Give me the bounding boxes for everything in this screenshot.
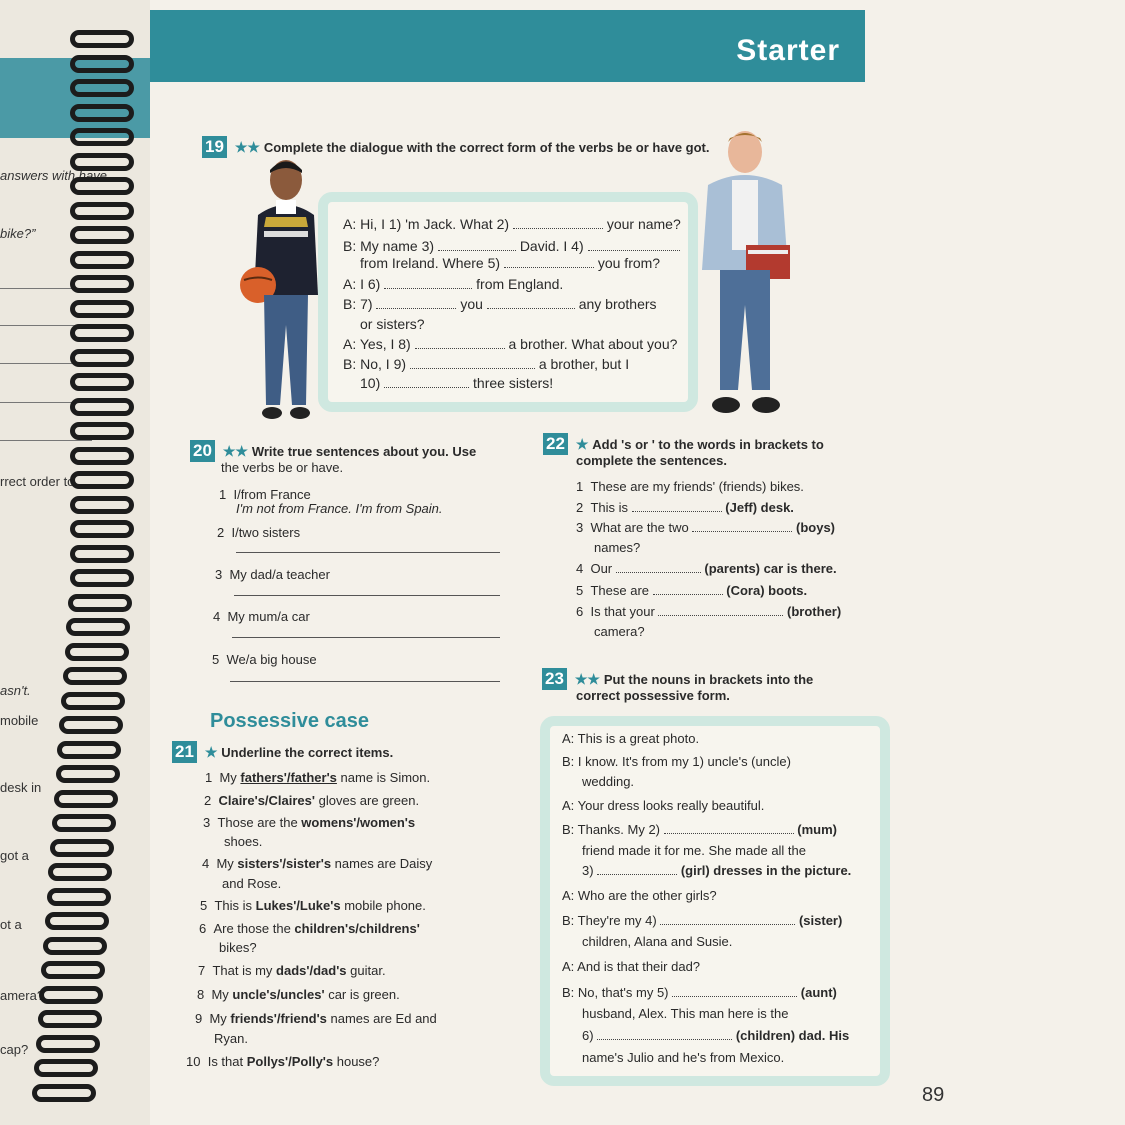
dialogue-line: A: And is that their dad?	[562, 959, 701, 974]
exercise-number: 19	[202, 136, 227, 158]
exercise-22-heading	[543, 433, 824, 455]
spiral-coil	[70, 324, 134, 342]
dialogue-line: 6) (children) dad. His	[582, 1028, 850, 1043]
spiral-coil	[70, 300, 134, 318]
spiral-coil	[70, 153, 134, 171]
prev-fragment: got a	[0, 848, 29, 863]
spiral-coil	[36, 1035, 100, 1053]
difficulty-stars: ★★	[574, 671, 600, 687]
spiral-coil	[56, 765, 120, 783]
spiral-coil	[70, 398, 134, 416]
exercise-instruction: complete the sentences.	[576, 453, 727, 468]
exercise-22-item: 6 Is that your (brother)	[576, 604, 842, 619]
exercise-20-heading	[190, 440, 476, 462]
exercise-22-item: 2 This is (Jeff) desk.	[576, 500, 794, 515]
spiral-coil	[59, 716, 123, 734]
spiral-coil	[70, 226, 134, 244]
exercise-instruction: Put the nouns in brackets into the	[603, 672, 814, 687]
dialogue-line: wedding.	[582, 774, 635, 789]
exercise-21-item: 9 My friends'/friend's names are Ed and	[195, 1011, 437, 1026]
spiral-coil	[63, 667, 127, 685]
spiral-coil	[70, 128, 134, 146]
dialogue-line: A: I 6) from England.	[343, 276, 564, 292]
exercise-21-item: 2 Claire's/Claires' gloves are green.	[204, 793, 420, 808]
spiral-coil	[32, 1084, 96, 1102]
prev-fragment: answers with have	[0, 168, 107, 183]
spiral-coil	[68, 594, 132, 612]
answer-choice[interactable]: Lukes'/Luke's	[255, 898, 341, 913]
exercise-22-item-cont: camera?	[594, 624, 645, 639]
exercise-21-item-cont: Ryan.	[214, 1031, 248, 1046]
prev-fragment: cap?	[0, 1042, 29, 1057]
dialogue-line: friend made it for me. She made all the	[582, 843, 807, 858]
spiral-coil	[52, 814, 116, 832]
spiral-coil	[70, 251, 134, 269]
prev-fragment: rrect order to	[0, 474, 75, 489]
dialogue-line: B: I know. It's from my 1) uncle's (uncle)	[562, 754, 791, 769]
answer-choice[interactable]: Pollys'/Polly's	[246, 1054, 334, 1069]
answer-choice[interactable]: fathers'/father's	[240, 770, 337, 785]
exercise-21-item: 8 My uncle's/uncles' car is green.	[197, 987, 400, 1002]
spiral-coil	[70, 496, 134, 514]
dialogue-line: B: Thanks. My 2) (mum)	[562, 822, 837, 837]
dialogue-line: name's Julio and he's from Mexico.	[582, 1050, 785, 1065]
spiral-coil	[65, 643, 129, 661]
spiral-coil	[34, 1059, 98, 1077]
exercise-22-item: 4 Our (parents) car is there.	[576, 561, 837, 576]
spiral-coil	[70, 55, 134, 73]
answer-choice[interactable]: sisters'/sister's	[237, 856, 332, 871]
exercise-20-item: 5 We/a big house	[212, 652, 317, 667]
spiral-binding	[70, 30, 140, 1125]
spiral-coil	[47, 888, 111, 906]
answer-line[interactable]	[232, 637, 500, 638]
dialogue-line: B: My name 3) David. I 4)	[343, 238, 680, 254]
answer-choice[interactable]: dads'/dad's	[276, 963, 347, 978]
dialogue-line: children, Alana and Susie.	[582, 934, 733, 949]
exercise-21-item-cont: bikes?	[219, 940, 257, 955]
answer-choice[interactable]: children's/childrens'	[294, 921, 420, 936]
spiral-coil	[70, 177, 134, 195]
exercise-22-item: 5 These are (Cora) boots.	[576, 583, 808, 598]
spiral-coil	[39, 986, 103, 1004]
dialogue-line: B: They're my 4) (sister)	[562, 913, 843, 928]
answer-choice[interactable]: friends'/friend's	[230, 1011, 327, 1026]
spiral-coil	[38, 1010, 102, 1028]
difficulty-stars: ★	[204, 744, 218, 760]
answer-line[interactable]	[236, 552, 500, 553]
dialogue-line: B: 7) you any brothers	[343, 296, 657, 312]
section-title: Possessive case	[210, 710, 370, 732]
exercise-20-item: 2 I/two sisters	[217, 525, 301, 540]
page-title: Starter	[736, 34, 840, 67]
exercise-number: 20	[190, 440, 215, 462]
exercise-21-heading	[172, 741, 393, 763]
exercise-number: 23	[542, 668, 567, 690]
answer-line[interactable]	[230, 681, 500, 682]
spiral-coil	[41, 961, 105, 979]
exercise-22-item: 3 What are the two (boys)	[576, 520, 835, 535]
spiral-coil	[70, 422, 134, 440]
exercise-instruction: Underline the correct items.	[221, 745, 394, 760]
answer-line[interactable]	[234, 595, 500, 596]
prev-fragment: mobile	[0, 713, 39, 728]
dialogue-line: B: No, that's my 5) (aunt)	[562, 985, 837, 1000]
spiral-coil	[70, 79, 134, 97]
spiral-coil	[70, 30, 134, 48]
exercise-21-item-cont: and Rose.	[222, 876, 282, 891]
spiral-coil	[48, 863, 112, 881]
exercise-21-item: 7 That is my dads'/dad's guitar.	[198, 963, 386, 978]
exercise-21-item: 4 My sisters'/sister's names are Daisy	[202, 856, 433, 871]
exercise-21-item: 3 Those are the womens'/women's	[203, 815, 416, 830]
spiral-coil	[61, 692, 125, 710]
spiral-coil	[70, 471, 134, 489]
prev-fragment: ot a	[0, 917, 22, 932]
dialogue-line: A: Hi, I 1) 'm Jack. What 2) your name?	[343, 216, 681, 232]
exercise-instruction: correct possessive form.	[576, 688, 730, 703]
spiral-coil	[70, 373, 134, 391]
spiral-coil	[70, 569, 134, 587]
answer-choice[interactable]: Claire's/Claires'	[218, 793, 315, 808]
dialogue-line: A: This is a great photo.	[562, 731, 700, 746]
exercise-20-item: 3 My dad/a teacher	[215, 567, 330, 582]
exercise-23-heading	[542, 668, 813, 690]
exercise-22-item: 1 These are my friends' (friends) bikes.	[576, 479, 804, 494]
dialogue-line: A: Yes, I 8) a brother. What about you?	[343, 336, 678, 352]
dialogue-line: A: Your dress looks really beautiful.	[562, 798, 765, 813]
exercise-instruction: Complete the dialogue with the correct form of the verbs be or have got.	[263, 140, 710, 155]
spiral-coil	[70, 275, 134, 293]
prev-fragment: bike?”	[0, 226, 36, 241]
prev-fragment: asn't.	[0, 683, 31, 698]
spiral-coil	[70, 349, 134, 367]
spiral-coil	[70, 104, 134, 122]
exercise-number: 21	[172, 741, 197, 763]
spiral-coil	[70, 545, 134, 563]
difficulty-stars: ★	[575, 436, 589, 452]
spiral-coil	[50, 839, 114, 857]
dialogue-line: 10) three sisters!	[360, 375, 554, 391]
exercise-instruction: the verbs be or have.	[221, 460, 344, 475]
boy-with-basketball-illustration	[236, 155, 326, 430]
exercise-21-item: 10 Is that Pollys'/Polly's house?	[186, 1054, 380, 1069]
difficulty-stars: ★★	[234, 139, 260, 155]
dialogue-line: from Ireland. Where 5) you from?	[360, 255, 661, 271]
boy-with-books-illustration	[690, 120, 800, 425]
spiral-coil	[70, 447, 134, 465]
exercise-22-item-cont: names?	[594, 540, 641, 555]
spiral-coil	[54, 790, 118, 808]
prev-fragment: amera?	[0, 988, 45, 1003]
dialogue-line: B: No, I 9) a brother, but I	[343, 356, 630, 372]
spiral-coil	[70, 202, 134, 220]
exercise-instruction: Add 's or ' to the words in brackets to	[592, 437, 824, 452]
dialogue-line: or sisters?	[360, 316, 425, 332]
exercise-21-item-cont: shoes.	[224, 834, 263, 849]
exercise-instruction: Write true sentences about you. Use	[251, 444, 477, 459]
answer-choice[interactable]: womens'/women's	[301, 815, 416, 830]
exercise-21-item: 1 My fathers'/father's name is Simon.	[205, 770, 431, 785]
example-answer: I'm not from France. I'm from Spain.	[236, 501, 443, 516]
spiral-coil	[66, 618, 130, 636]
exercise-21-item: 6 Are those the children's/childrens'	[199, 921, 420, 936]
exercise-20-item: 1 I/from France	[219, 487, 311, 502]
answer-choice[interactable]: uncle's/uncles'	[232, 987, 325, 1002]
dialogue-line: 3) (girl) dresses in the picture.	[582, 863, 852, 878]
prev-fragment: desk in	[0, 780, 42, 795]
spiral-coil	[43, 937, 107, 955]
exercise-number: 22	[543, 433, 568, 455]
exercise-21-item: 5 This is Lukes'/Luke's mobile phone.	[200, 898, 426, 913]
dialogue-line: A: Who are the other girls?	[562, 888, 717, 903]
spiral-coil	[70, 520, 134, 538]
difficulty-stars: ★★	[222, 443, 248, 459]
spiral-coil	[45, 912, 109, 930]
spiral-coil	[57, 741, 121, 759]
page-number: 89	[922, 1084, 945, 1106]
dialogue-line: husband, Alex. This man here is the	[582, 1006, 789, 1021]
exercise-20-item: 4 My mum/a car	[213, 609, 310, 624]
